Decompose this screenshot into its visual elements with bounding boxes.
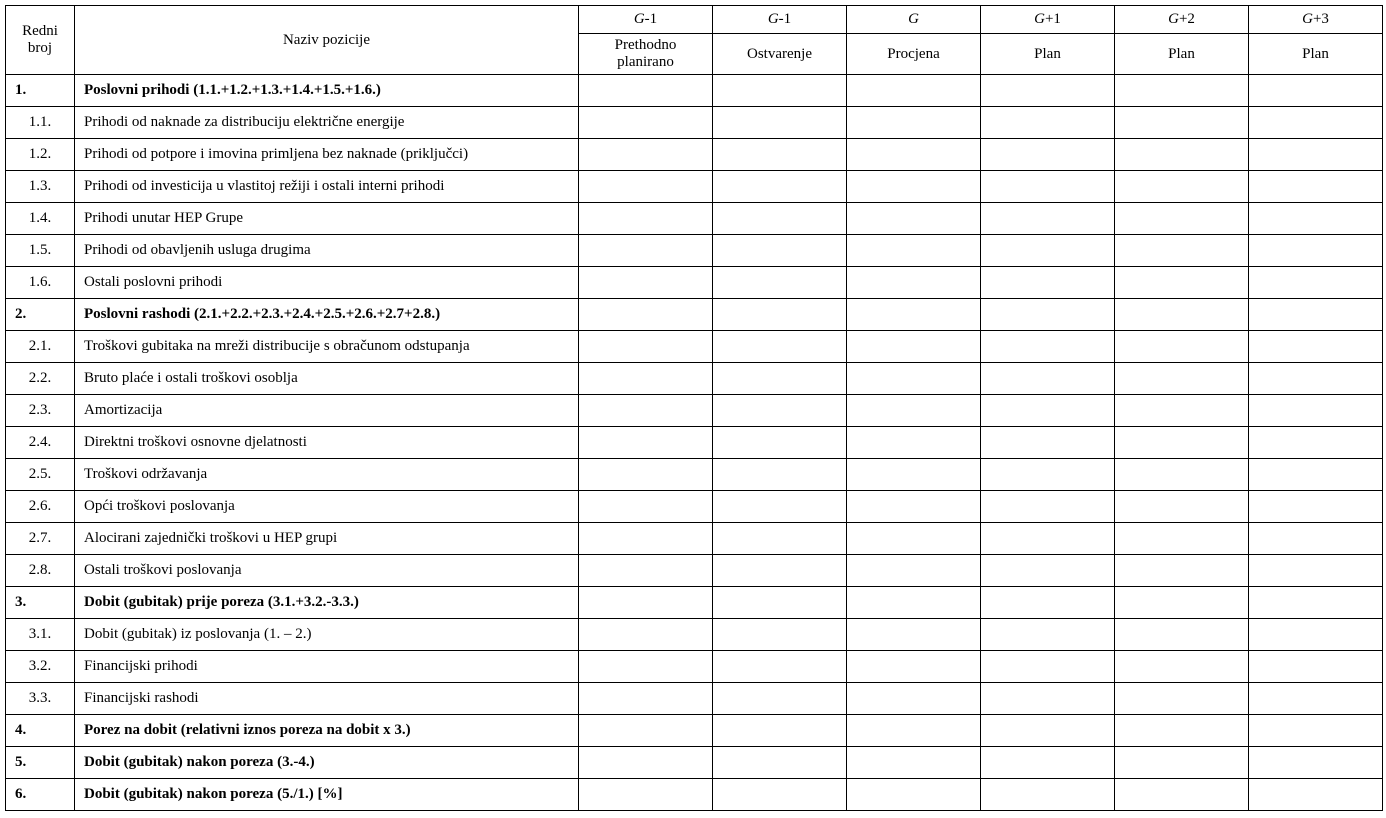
value-cell-col-6[interactable]	[1249, 459, 1383, 491]
year-suffix: -1	[644, 11, 658, 27]
value-cell-col-3[interactable]	[847, 75, 981, 107]
row-number: 1.	[6, 75, 75, 107]
value-cell-col-4[interactable]	[981, 171, 1115, 203]
row-number: 1.2.	[6, 139, 75, 171]
value-cell-col-6[interactable]	[1249, 267, 1383, 299]
row-position-name: Porez na dobit (relativni iznos poreza na dobit x 3.)	[75, 715, 579, 747]
year-variable: G	[1302, 11, 1313, 27]
value-cell-col-4[interactable]	[981, 203, 1115, 235]
value-cell-col-1[interactable]	[579, 139, 713, 171]
value-cell-col-4[interactable]	[981, 779, 1115, 811]
value-cell-col-2[interactable]	[713, 459, 847, 491]
row-position-name: Financijski rashodi	[75, 683, 579, 715]
value-cell-col-5[interactable]	[1115, 651, 1249, 683]
row-number: 3.2.	[6, 651, 75, 683]
table-row	[6, 139, 1383, 171]
value-cell-col-5[interactable]	[1115, 203, 1249, 235]
table-row	[6, 747, 1383, 779]
table-row	[6, 651, 1383, 683]
table-row	[6, 203, 1383, 235]
value-cell-col-1[interactable]	[579, 491, 713, 523]
value-cell-col-6[interactable]	[1249, 683, 1383, 715]
value-cell-col-2[interactable]	[713, 715, 847, 747]
value-cell-col-5[interactable]	[1115, 139, 1249, 171]
value-cell-col-2[interactable]	[713, 747, 847, 779]
row-number: 2.5.	[6, 459, 75, 491]
year-suffix: +3	[1312, 11, 1329, 27]
header-sub-col-5: Plan	[1115, 34, 1249, 75]
value-cell-col-1[interactable]	[579, 555, 713, 587]
value-cell-col-1[interactable]	[579, 747, 713, 779]
value-cell-col-6[interactable]	[1249, 171, 1383, 203]
value-cell-col-3[interactable]	[847, 523, 981, 555]
header-year-col-1	[579, 6, 713, 34]
value-cell-col-4[interactable]	[981, 747, 1115, 779]
table-row	[6, 619, 1383, 651]
value-cell-col-1[interactable]	[579, 715, 713, 747]
value-cell-col-1[interactable]	[579, 75, 713, 107]
row-position-name: Ostali troškovi poslovanja	[75, 555, 579, 587]
row-position-name: Amortizacija	[75, 395, 579, 427]
value-cell-col-1[interactable]	[579, 683, 713, 715]
value-cell-col-3[interactable]	[847, 363, 981, 395]
value-cell-col-2[interactable]	[713, 491, 847, 523]
value-cell-col-4[interactable]	[981, 715, 1115, 747]
header-sub-col-2: Ostvarenje	[713, 34, 847, 75]
value-cell-col-4[interactable]	[981, 395, 1115, 427]
row-number: 1.5.	[6, 235, 75, 267]
value-cell-col-5[interactable]	[1115, 523, 1249, 555]
value-cell-col-1[interactable]	[579, 651, 713, 683]
year-variable: G	[908, 11, 919, 27]
value-cell-col-1[interactable]	[579, 459, 713, 491]
value-cell-col-4[interactable]	[981, 459, 1115, 491]
row-number: 1.6.	[6, 267, 75, 299]
table-row	[6, 267, 1383, 299]
value-cell-col-4[interactable]	[981, 107, 1115, 139]
value-cell-col-6[interactable]	[1249, 331, 1383, 363]
value-cell-col-5[interactable]	[1115, 363, 1249, 395]
row-number: 3.1.	[6, 619, 75, 651]
value-cell-col-3[interactable]	[847, 459, 981, 491]
table-row	[6, 75, 1383, 107]
value-cell-col-6[interactable]	[1249, 587, 1383, 619]
value-cell-col-2[interactable]	[713, 619, 847, 651]
value-cell-col-3[interactable]	[847, 715, 981, 747]
row-number: 1.3.	[6, 171, 75, 203]
row-number: 3.	[6, 587, 75, 619]
header-name: Naziv pozicije	[75, 6, 579, 75]
value-cell-col-3[interactable]	[847, 267, 981, 299]
row-position-name: Prihodi od obavljenih usluga drugima	[75, 235, 579, 267]
value-cell-col-1[interactable]	[579, 171, 713, 203]
value-cell-col-5[interactable]	[1115, 331, 1249, 363]
value-cell-col-1[interactable]	[579, 267, 713, 299]
row-number: 2.4.	[6, 427, 75, 459]
value-cell-col-6[interactable]	[1249, 363, 1383, 395]
value-cell-col-1[interactable]	[579, 523, 713, 555]
value-cell-col-6[interactable]	[1249, 619, 1383, 651]
value-cell-col-2[interactable]	[713, 683, 847, 715]
row-number: 2.8.	[6, 555, 75, 587]
value-cell-col-1[interactable]	[579, 395, 713, 427]
table-row	[6, 235, 1383, 267]
value-cell-col-6[interactable]	[1249, 427, 1383, 459]
value-cell-col-5[interactable]	[1115, 747, 1249, 779]
row-position-name: Troškovi održavanja	[75, 459, 579, 491]
header-year-col-2	[713, 6, 847, 34]
table-row	[6, 779, 1383, 811]
header-year-col-5	[1115, 6, 1249, 34]
year-variable: G	[633, 11, 645, 27]
value-cell-col-1[interactable]	[579, 235, 713, 267]
table-row	[6, 715, 1383, 747]
row-position-name: Dobit (gubitak) nakon poreza (5./1.) [%]	[75, 779, 579, 811]
value-cell-col-6[interactable]	[1249, 395, 1383, 427]
value-cell-col-6[interactable]	[1249, 523, 1383, 555]
table-body	[6, 75, 1383, 811]
row-position-name: Prihodi od investicija u vlastitoj režiji i ostali interni prihodi	[75, 171, 579, 203]
row-number: 6.	[6, 779, 75, 811]
value-cell-col-5[interactable]	[1115, 715, 1249, 747]
value-cell-col-1[interactable]	[579, 779, 713, 811]
value-cell-col-6[interactable]	[1249, 779, 1383, 811]
value-cell-col-5[interactable]	[1115, 299, 1249, 331]
value-cell-col-4[interactable]	[981, 75, 1115, 107]
value-cell-col-6[interactable]	[1249, 651, 1383, 683]
value-cell-col-2[interactable]	[713, 235, 847, 267]
year-suffix: +1	[1044, 11, 1061, 27]
value-cell-col-4[interactable]	[981, 139, 1115, 171]
value-cell-col-6[interactable]	[1249, 139, 1383, 171]
row-number: 1.1.	[6, 107, 75, 139]
value-cell-col-4[interactable]	[981, 331, 1115, 363]
value-cell-col-2[interactable]	[713, 171, 847, 203]
value-cell-col-2[interactable]	[713, 139, 847, 171]
header-sub-col-1: Prethodno planirano	[579, 34, 713, 75]
value-cell-col-3[interactable]	[847, 299, 981, 331]
table-row	[6, 427, 1383, 459]
row-number: 1.4.	[6, 203, 75, 235]
financial-plan-table	[5, 5, 1383, 811]
value-cell-col-5[interactable]	[1115, 235, 1249, 267]
value-cell-col-6[interactable]	[1249, 555, 1383, 587]
value-cell-col-3[interactable]	[847, 139, 981, 171]
value-cell-col-1[interactable]	[579, 619, 713, 651]
year-variable: G	[1168, 11, 1179, 27]
value-cell-col-6[interactable]	[1249, 75, 1383, 107]
year-variable: G	[1034, 11, 1045, 27]
header-sub-col-6: Plan	[1249, 34, 1383, 75]
value-cell-col-4[interactable]	[981, 235, 1115, 267]
value-cell-col-3[interactable]	[847, 619, 981, 651]
table-header	[6, 6, 1383, 75]
value-cell-col-5[interactable]	[1115, 779, 1249, 811]
value-cell-col-2[interactable]	[713, 651, 847, 683]
value-cell-col-1[interactable]	[579, 107, 713, 139]
row-position-name: Ostali poslovni prihodi	[75, 267, 579, 299]
value-cell-col-6[interactable]	[1249, 107, 1383, 139]
row-position-name: Poslovni rashodi (2.1.+2.2.+2.3.+2.4.+2.5.+2.6.+2.7+2.8.)	[75, 299, 579, 331]
value-cell-col-3[interactable]	[847, 747, 981, 779]
value-cell-col-5[interactable]	[1115, 107, 1249, 139]
table-row	[6, 107, 1383, 139]
value-cell-col-1[interactable]	[579, 299, 713, 331]
header-sub-col-4: Plan	[981, 34, 1115, 75]
row-number: 2.2.	[6, 363, 75, 395]
value-cell-col-3[interactable]	[847, 651, 981, 683]
value-cell-col-4[interactable]	[981, 363, 1115, 395]
header-year-col-6	[1249, 6, 1383, 34]
table-row	[6, 363, 1383, 395]
value-cell-col-5[interactable]	[1115, 491, 1249, 523]
table-row	[6, 171, 1383, 203]
value-cell-col-4[interactable]	[981, 683, 1115, 715]
value-cell-col-3[interactable]	[847, 107, 981, 139]
value-cell-col-5[interactable]	[1115, 555, 1249, 587]
value-cell-col-3[interactable]	[847, 683, 981, 715]
table-row	[6, 523, 1383, 555]
value-cell-col-2[interactable]	[713, 107, 847, 139]
row-number: 5.	[6, 747, 75, 779]
value-cell-col-2[interactable]	[713, 555, 847, 587]
value-cell-col-2[interactable]	[713, 779, 847, 811]
row-position-name: Opći troškovi poslovanja	[75, 491, 579, 523]
row-number: 3.3.	[6, 683, 75, 715]
value-cell-col-3[interactable]	[847, 779, 981, 811]
row-position-name: Prihodi od potpore i imovina primljena bez naknade (priključci)	[75, 139, 579, 171]
row-position-name: Prihodi unutar HEP Grupe	[75, 203, 579, 235]
value-cell-col-3[interactable]	[847, 331, 981, 363]
value-cell-col-3[interactable]	[847, 427, 981, 459]
value-cell-col-1[interactable]	[579, 331, 713, 363]
value-cell-col-4[interactable]	[981, 299, 1115, 331]
year-variable: G	[767, 11, 779, 27]
value-cell-col-1[interactable]	[579, 203, 713, 235]
year-suffix: +2	[1178, 11, 1195, 27]
value-cell-col-3[interactable]	[847, 555, 981, 587]
row-number: 2.1.	[6, 331, 75, 363]
header-number: Redni broj	[6, 6, 75, 75]
header-sub-col-3: Procjena	[847, 34, 981, 75]
value-cell-col-6[interactable]	[1249, 715, 1383, 747]
row-number: 2.7.	[6, 523, 75, 555]
row-position-name: Financijski prihodi	[75, 651, 579, 683]
value-cell-col-4[interactable]	[981, 587, 1115, 619]
value-cell-col-5[interactable]	[1115, 683, 1249, 715]
value-cell-col-2[interactable]	[713, 523, 847, 555]
value-cell-col-2[interactable]	[713, 395, 847, 427]
table-row	[6, 555, 1383, 587]
value-cell-col-5[interactable]	[1115, 171, 1249, 203]
row-number: 2.6.	[6, 491, 75, 523]
table-row	[6, 491, 1383, 523]
value-cell-col-4[interactable]	[981, 555, 1115, 587]
value-cell-col-1[interactable]	[579, 363, 713, 395]
row-position-name: Prihodi od naknade za distribuciju električne energije	[75, 107, 579, 139]
header-year-col-3	[847, 6, 981, 34]
value-cell-col-4[interactable]	[981, 619, 1115, 651]
value-cell-col-2[interactable]	[713, 203, 847, 235]
value-cell-col-5[interactable]	[1115, 427, 1249, 459]
table-row	[6, 331, 1383, 363]
value-cell-col-6[interactable]	[1249, 203, 1383, 235]
row-position-name: Direktni troškovi osnovne djelatnosti	[75, 427, 579, 459]
value-cell-col-4[interactable]	[981, 651, 1115, 683]
value-cell-col-6[interactable]	[1249, 235, 1383, 267]
table-row	[6, 395, 1383, 427]
value-cell-col-4[interactable]	[981, 523, 1115, 555]
table-row	[6, 587, 1383, 619]
value-cell-col-6[interactable]	[1249, 747, 1383, 779]
value-cell-col-2[interactable]	[713, 587, 847, 619]
value-cell-col-2[interactable]	[713, 363, 847, 395]
table-row	[6, 683, 1383, 715]
value-cell-col-5[interactable]	[1115, 587, 1249, 619]
table-row	[6, 459, 1383, 491]
row-number: 2.	[6, 299, 75, 331]
row-position-name: Bruto plaće i ostali troškovi osoblja	[75, 363, 579, 395]
year-suffix: -1	[778, 11, 792, 27]
value-cell-col-5[interactable]	[1115, 75, 1249, 107]
row-position-name: Troškovi gubitaka na mreži distribucije s obračunom odstupanja	[75, 331, 579, 363]
table-row	[6, 299, 1383, 331]
row-position-name: Poslovni prihodi (1.1.+1.2.+1.3.+1.4.+1.5.+1.6.)	[75, 75, 579, 107]
row-number: 4.	[6, 715, 75, 747]
value-cell-col-4[interactable]	[981, 427, 1115, 459]
value-cell-col-3[interactable]	[847, 171, 981, 203]
value-cell-col-2[interactable]	[713, 267, 847, 299]
value-cell-col-2[interactable]	[713, 75, 847, 107]
value-cell-col-5[interactable]	[1115, 619, 1249, 651]
value-cell-col-3[interactable]	[847, 587, 981, 619]
row-position-name: Alocirani zajednički troškovi u HEP grupi	[75, 523, 579, 555]
header-year-col-4	[981, 6, 1115, 34]
value-cell-col-6[interactable]	[1249, 491, 1383, 523]
value-cell-col-5[interactable]	[1115, 395, 1249, 427]
value-cell-col-1[interactable]	[579, 587, 713, 619]
value-cell-col-3[interactable]	[847, 235, 981, 267]
row-position-name: Dobit (gubitak) nakon poreza (3.-4.)	[75, 747, 579, 779]
value-cell-col-3[interactable]	[847, 395, 981, 427]
row-position-name: Dobit (gubitak) prije poreza (3.1.+3.2.-3.3.)	[75, 587, 579, 619]
value-cell-col-4[interactable]	[981, 267, 1115, 299]
value-cell-col-3[interactable]	[847, 203, 981, 235]
value-cell-col-2[interactable]	[713, 299, 847, 331]
value-cell-col-2[interactable]	[713, 427, 847, 459]
value-cell-col-2[interactable]	[713, 331, 847, 363]
value-cell-col-3[interactable]	[847, 491, 981, 523]
value-cell-col-1[interactable]	[579, 427, 713, 459]
value-cell-col-4[interactable]	[981, 491, 1115, 523]
row-position-name: Dobit (gubitak) iz poslovanja (1. – 2.)	[75, 619, 579, 651]
value-cell-col-6[interactable]	[1249, 299, 1383, 331]
value-cell-col-5[interactable]	[1115, 459, 1249, 491]
row-number: 2.3.	[6, 395, 75, 427]
value-cell-col-5[interactable]	[1115, 267, 1249, 299]
